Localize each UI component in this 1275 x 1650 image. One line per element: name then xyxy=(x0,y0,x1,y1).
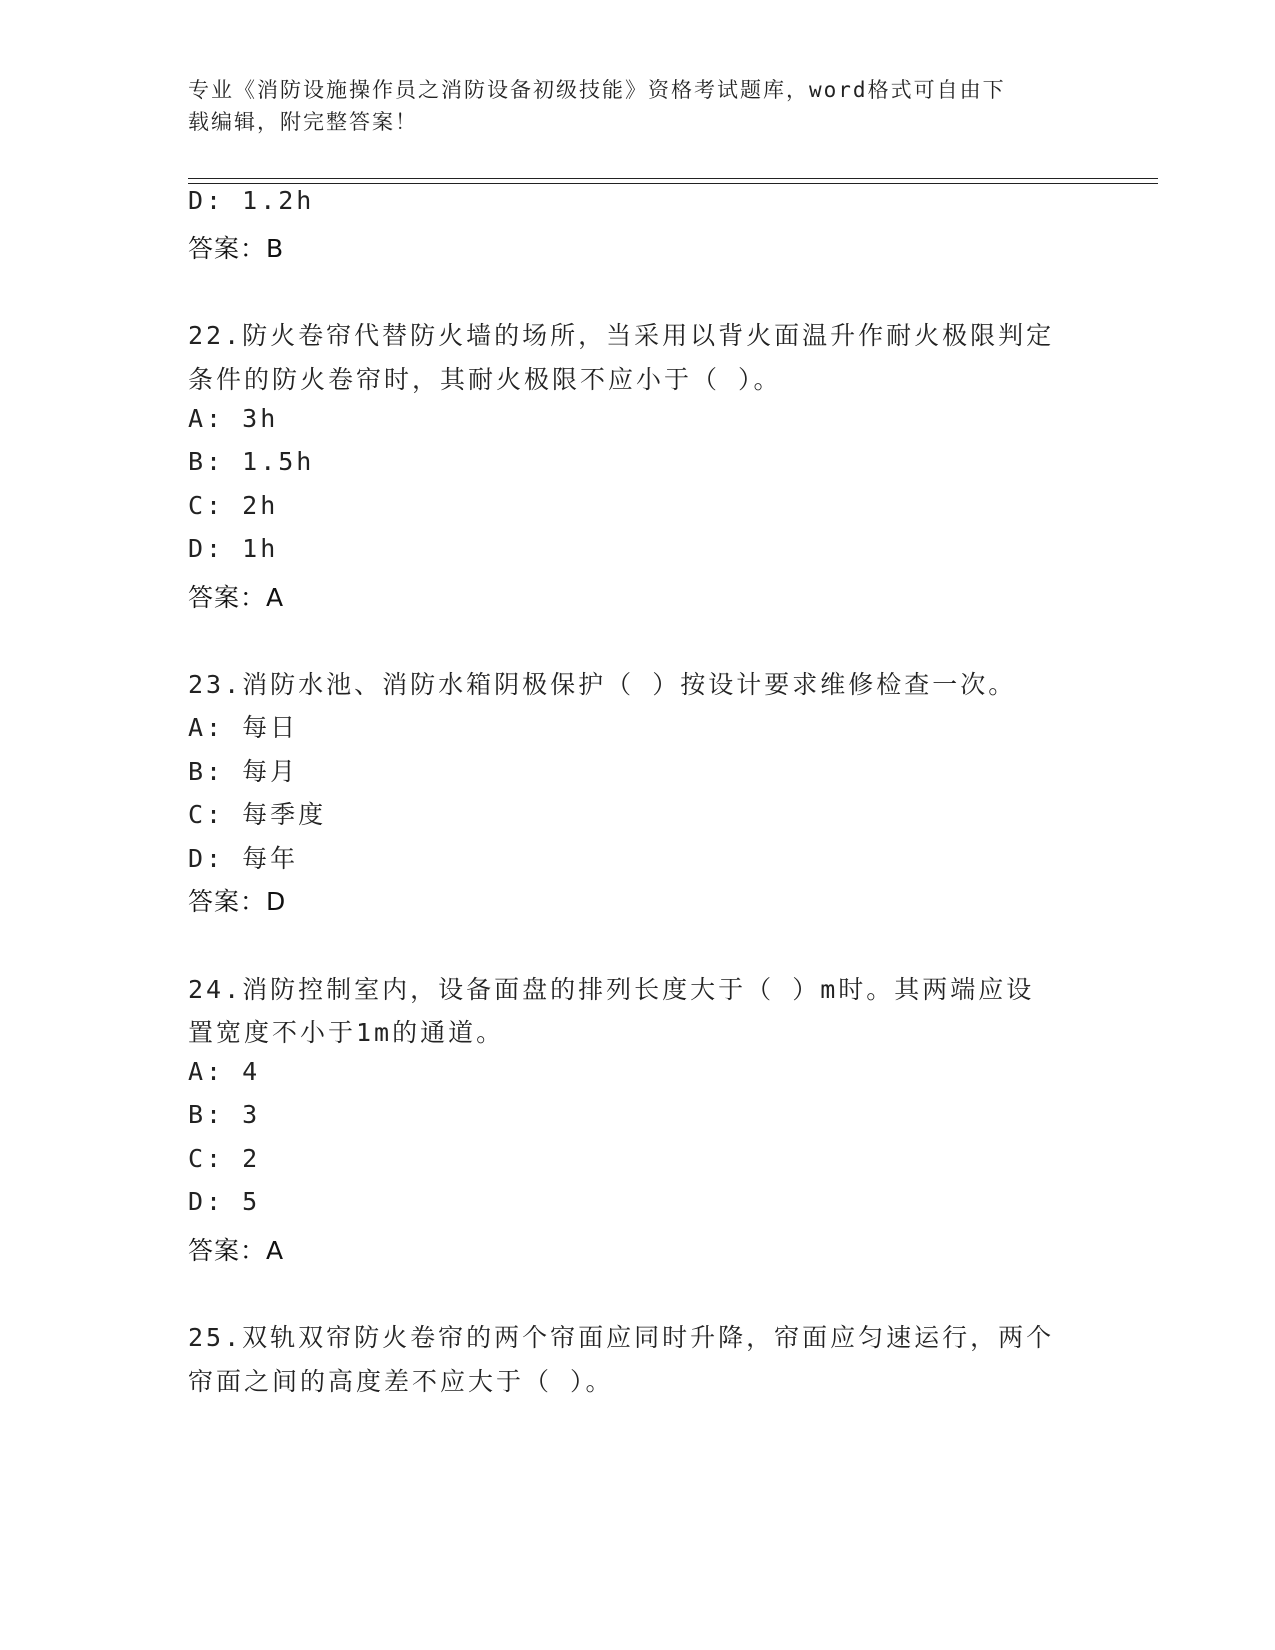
q24-option-c: C: 2 xyxy=(188,1144,261,1173)
q24-option-d: D: 5 xyxy=(188,1187,261,1216)
q25-stem-line-2: 帘面之间的高度差不应大于（ ）。 xyxy=(188,1367,614,1396)
q23-option-a: A: 每日 xyxy=(188,713,299,742)
q24-stem-line-1: 24.消防控制室内，设备面盘的排列长度大于（ ）m时。其两端应设 xyxy=(188,975,1035,1004)
prev-option-d: D: 1.2h xyxy=(188,186,315,215)
q24-option-a: A: 4 xyxy=(188,1057,261,1086)
header-rule-top xyxy=(188,178,1158,179)
q23-answer: 答案：D xyxy=(188,887,287,916)
header-line-1: 专业《消防设施操作员之消防设备初级技能》资格考试题库，word格式可自由下 xyxy=(188,78,1006,102)
prev-answer: 答案：B xyxy=(188,234,285,263)
q22-answer: 答案：A xyxy=(188,583,285,612)
q25-stem-line-1: 25.双轨双帘防火卷帘的两个帘面应同时升降，帘面应匀速运行，两个 xyxy=(188,1323,1055,1352)
q22-option-c: C: 2h xyxy=(188,491,279,520)
q23-option-b: B: 每月 xyxy=(188,757,299,786)
q23-option-c: C: 每季度 xyxy=(188,800,327,829)
q23-stem-line-1: 23.消防水池、消防水箱阴极保护（ ）按设计要求维修检查一次。 xyxy=(188,670,1017,699)
q22-stem-line-2: 条件的防火卷帘时，其耐火极限不应小于（ ）。 xyxy=(188,365,782,394)
document-header xyxy=(188,74,1068,138)
q22-option-a: A: 3h xyxy=(188,404,279,433)
header-line-2: 载编辑，附完整答案！ xyxy=(188,110,418,134)
q23-option-d: D: 每年 xyxy=(188,844,299,873)
q22-option-d: D: 1h xyxy=(188,534,279,563)
q24-option-b: B: 3 xyxy=(188,1100,261,1129)
q24-answer: 答案：A xyxy=(188,1236,285,1265)
q22-stem-line-1: 22.防火卷帘代替防火墙的场所，当采用以背火面温升作耐火极限判定 xyxy=(188,321,1055,350)
q24-stem-line-2: 置宽度不小于1m的通道。 xyxy=(188,1018,505,1047)
header-rule-bottom xyxy=(188,183,1158,184)
q22-option-b: B: 1.5h xyxy=(188,447,315,476)
